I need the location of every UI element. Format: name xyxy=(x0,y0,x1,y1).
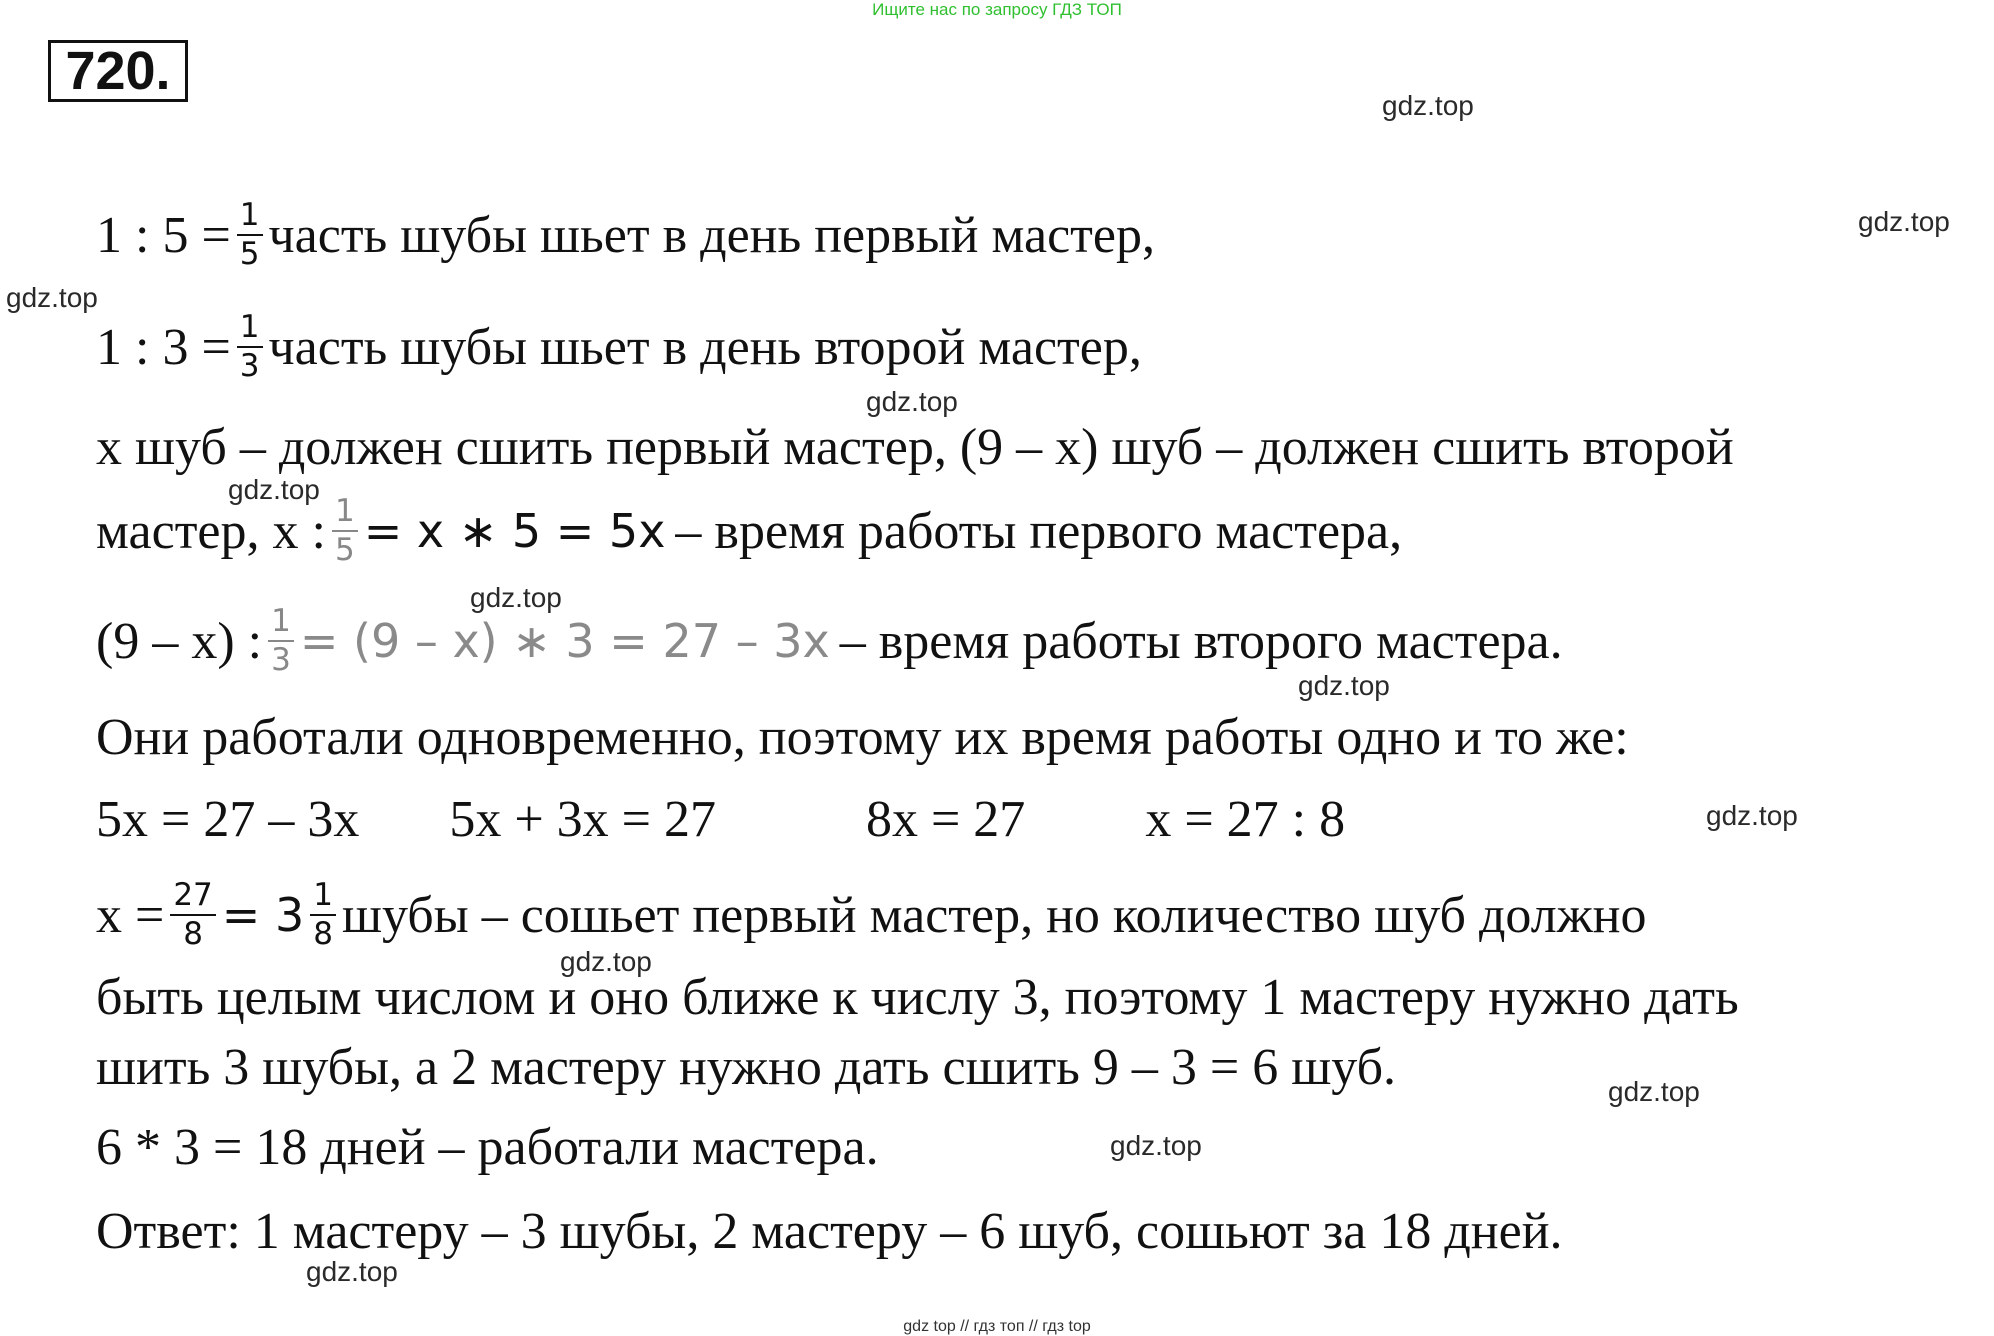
equation-1: 5x = 27 – 3x xyxy=(96,790,360,848)
equation-4: x = 27 : 8 xyxy=(1145,790,1346,848)
denominator: 3 xyxy=(271,642,291,678)
denominator: 3 xyxy=(239,348,260,384)
fraction xyxy=(310,879,336,950)
numerator: 1 xyxy=(332,495,358,532)
watermark: gdz.top xyxy=(1110,1130,1202,1161)
equation: = (9 – x) ∗ 3 = 27 – 3x xyxy=(299,614,830,668)
description: шубы – сошьет первый мастер, но количество шуб должно xyxy=(341,886,1647,944)
solution-line-3 xyxy=(96,412,1734,482)
solution-line-10 xyxy=(96,1032,1396,1102)
description: – время работы первого мастера, xyxy=(675,502,1403,560)
watermark: gdz.top xyxy=(1298,670,1390,701)
description: – время работы второго мастера. xyxy=(839,612,1563,670)
watermark: gdz.top xyxy=(1858,206,1950,237)
text: (9 – x) : xyxy=(96,612,263,670)
watermark: gdz.top xyxy=(560,946,652,977)
fraction xyxy=(170,879,215,950)
fraction xyxy=(237,199,263,270)
numerator: 1 xyxy=(310,879,336,916)
watermark: gdz.top xyxy=(470,582,562,613)
solution-line-11 xyxy=(96,1112,879,1182)
watermark: gdz.top xyxy=(866,386,958,417)
denominator: 5 xyxy=(239,236,260,272)
text: мастер, x : xyxy=(96,502,326,560)
numerator: 1 xyxy=(237,199,263,236)
denominator: 5 xyxy=(334,532,355,568)
numerator: 27 xyxy=(170,879,215,916)
watermark: gdz.top xyxy=(1608,1076,1700,1107)
solution-line-7 xyxy=(96,784,1345,854)
numerator: 1 xyxy=(237,311,263,348)
watermark: gdz.top xyxy=(306,1256,398,1287)
task-number-box: 720. xyxy=(48,40,188,102)
equation: 1 : 3 = xyxy=(96,318,231,376)
equation: = 3 xyxy=(221,888,305,942)
denominator: 8 xyxy=(183,916,203,952)
fraction xyxy=(237,311,263,382)
answer: Ответ: 1 мастеру – 3 шубы, 2 мастеру – 6 шуб, сошьют за 18 дней. xyxy=(96,1202,1563,1260)
numerator: 1 xyxy=(268,605,294,642)
text: x шуб – должен сшить первый мастер, (9 – x) шуб – должен сшить второй xyxy=(96,418,1734,476)
watermark: gdz.top xyxy=(1706,800,1798,831)
equation: = x ∗ 5 = 5x xyxy=(363,504,666,558)
fraction xyxy=(332,495,358,566)
watermark: gdz.top xyxy=(6,282,98,313)
text: 6 * 3 = 18 дней – работали мастера. xyxy=(96,1118,879,1176)
text: Они работали одновременно, поэтому их время работы одно и то же: xyxy=(96,708,1629,766)
solution-line-6 xyxy=(96,702,1629,772)
footer: gdz top // гдз топ // гдз top xyxy=(903,1318,1091,1335)
solution-line-1 xyxy=(96,197,1155,272)
watermark: gdz.top xyxy=(1382,90,1474,121)
text: шить 3 шубы, а 2 мастеру нужно дать сшить 9 – 3 = 6 шуб. xyxy=(96,1038,1397,1096)
equation: 1 : 5 = xyxy=(96,206,231,264)
denominator: 8 xyxy=(313,916,333,952)
description: часть шубы шьет в день второй мастер, xyxy=(268,318,1142,376)
fraction xyxy=(268,605,294,676)
equation: x = xyxy=(96,886,165,944)
solution-line-5 xyxy=(96,603,1563,678)
text: быть целым числом и оно ближе к числу 3, поэтому 1 мастеру нужно дать xyxy=(96,968,1739,1026)
answer-line xyxy=(96,1196,1563,1266)
solution-line-2 xyxy=(96,309,1142,384)
solution-line-4 xyxy=(96,493,1403,568)
equation-2: 5x + 3x = 27 xyxy=(449,790,716,848)
solution-line-9 xyxy=(96,962,1739,1032)
equation-3: 8x = 27 xyxy=(865,790,1026,848)
solution-line-8 xyxy=(96,877,1647,952)
description: часть шубы шьет в день первый мастер, xyxy=(268,206,1155,264)
top-banner: Ищите нас по запросу ГДЗ ТОП xyxy=(872,0,1122,19)
watermark: gdz.top xyxy=(228,474,320,505)
